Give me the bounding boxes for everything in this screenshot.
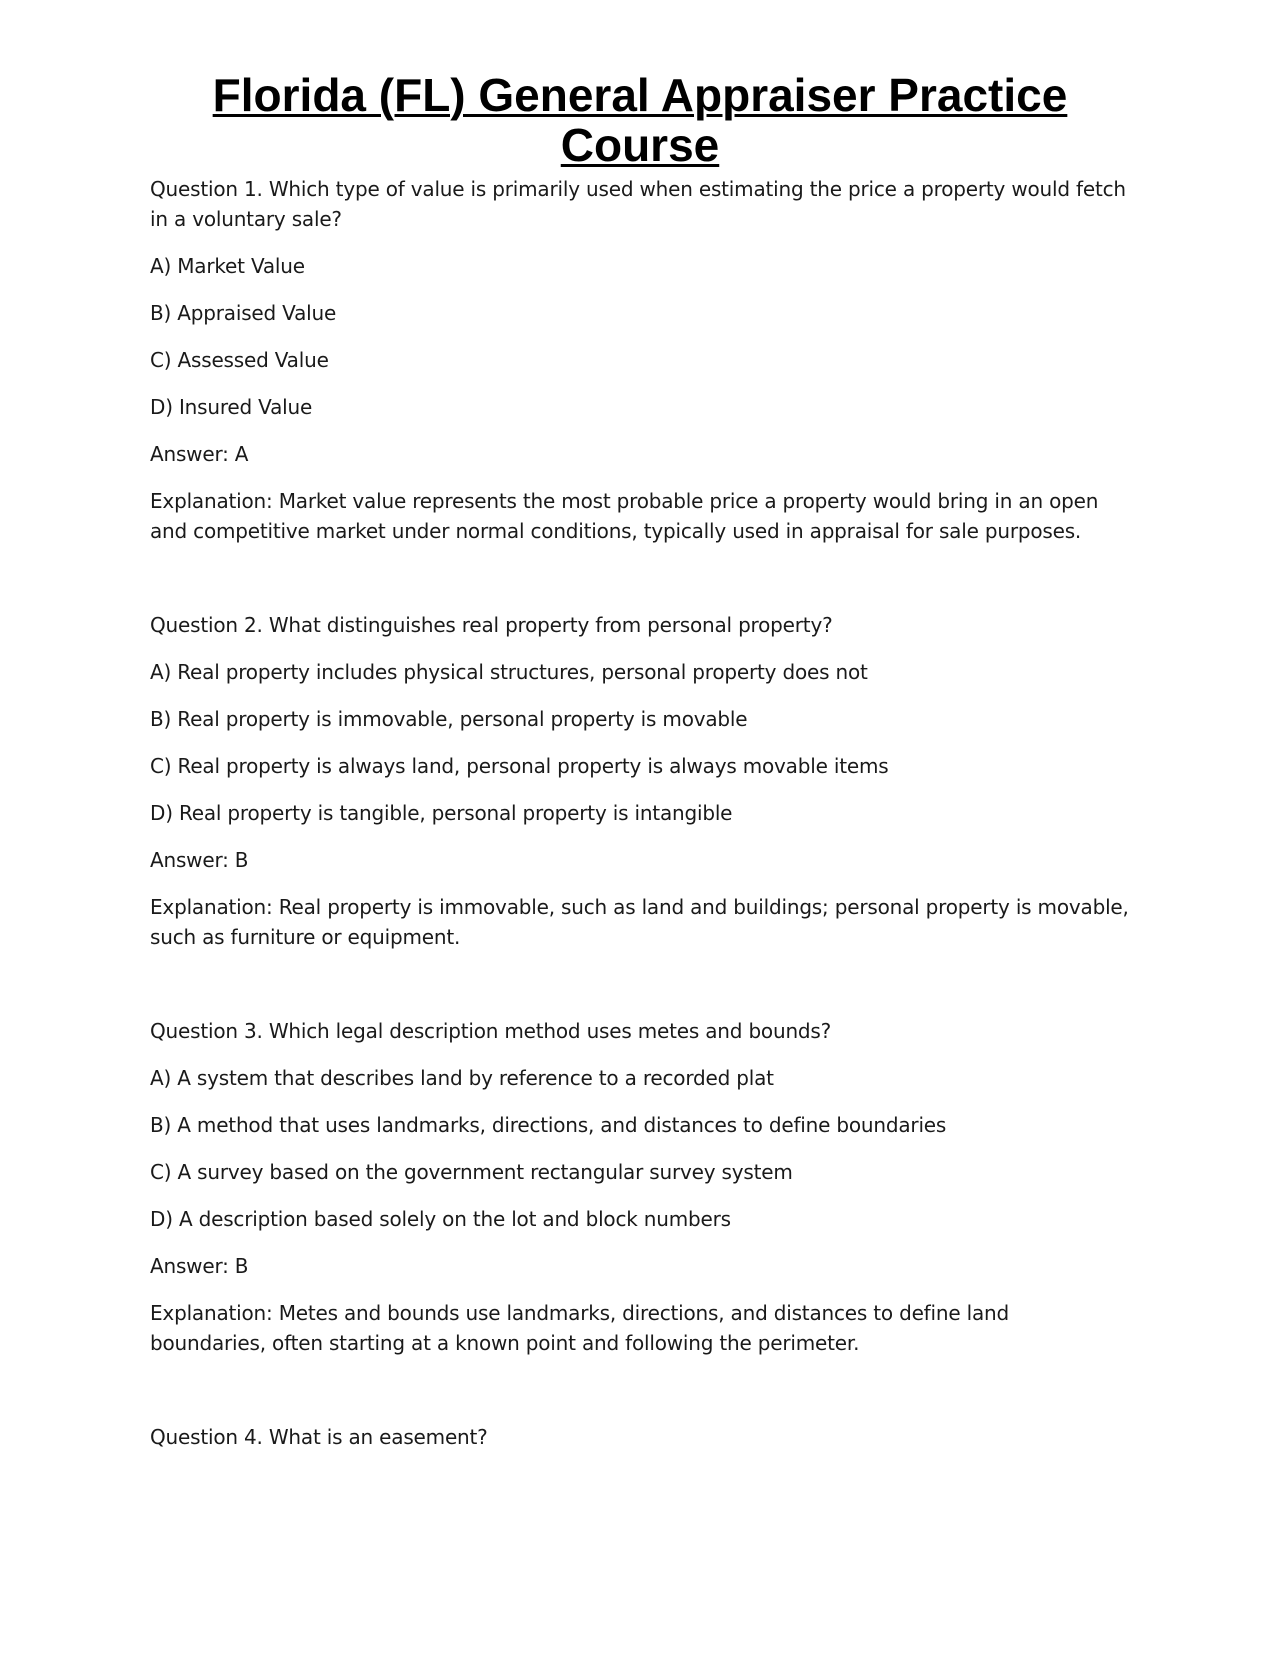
section-spacer bbox=[150, 969, 1130, 1016]
document-title: Florida (FL) General Appraiser Practice Course bbox=[212, 69, 1068, 171]
question-text: Question 1. Which type of value is primarily used when estimating the price a property would fetch in a voluntary sale? bbox=[150, 177, 1126, 231]
answer-option: D) Insured Value bbox=[150, 395, 313, 419]
question-block bbox=[150, 174, 1130, 546]
explanation-text: Explanation: Metes and bounds use landmarks, directions, and distances to define land boundaries, often starting at a known point and following the perimeter. bbox=[150, 1301, 1010, 1355]
answer-key: Answer: B bbox=[150, 1254, 249, 1278]
question-block bbox=[150, 610, 1130, 952]
question-text: Question 3. Which legal description method uses metes and bounds? bbox=[150, 1019, 832, 1043]
answer-option: C) Assessed Value bbox=[150, 348, 329, 372]
question-text: Question 4. What is an easement? bbox=[150, 1425, 488, 1449]
answer-option: C) A survey based on the government rectangular survey system bbox=[150, 1160, 793, 1184]
answer-option: B) Real property is immovable, personal property is movable bbox=[150, 707, 748, 731]
question-block bbox=[150, 1422, 1130, 1452]
explanation-text: Explanation: Real property is immovable, such as land and buildings; personal property is movable, such as furniture or equipment. bbox=[150, 895, 1129, 949]
answer-key: Answer: B bbox=[150, 848, 249, 872]
answer-option: A) Market Value bbox=[150, 254, 305, 278]
answer-option: D) A description based solely on the lot and block numbers bbox=[150, 1207, 731, 1231]
section-spacer bbox=[150, 1375, 1130, 1422]
explanation-text: Explanation: Market value represents the most probable price a property would bring in an open and competitive market under normal conditions, typically used in appraisal for sale purposes. bbox=[150, 489, 1099, 543]
answer-option: D) Real property is tangible, personal property is intangible bbox=[150, 801, 733, 825]
question-block bbox=[150, 1016, 1130, 1358]
question-text: Question 2. What distinguishes real property from personal property? bbox=[150, 613, 833, 637]
answer-option: C) Real property is always land, personal property is always movable items bbox=[150, 754, 889, 778]
section-spacer bbox=[150, 563, 1130, 610]
answer-option: A) Real property includes physical structures, personal property does not bbox=[150, 660, 868, 684]
answer-option: A) A system that describes land by reference to a recorded plat bbox=[150, 1066, 774, 1090]
answer-option: B) Appraised Value bbox=[150, 301, 337, 325]
document-page bbox=[150, 70, 1130, 1469]
answer-option: B) A method that uses landmarks, directions, and distances to define boundaries bbox=[150, 1113, 947, 1137]
answer-key: Answer: A bbox=[150, 442, 249, 466]
